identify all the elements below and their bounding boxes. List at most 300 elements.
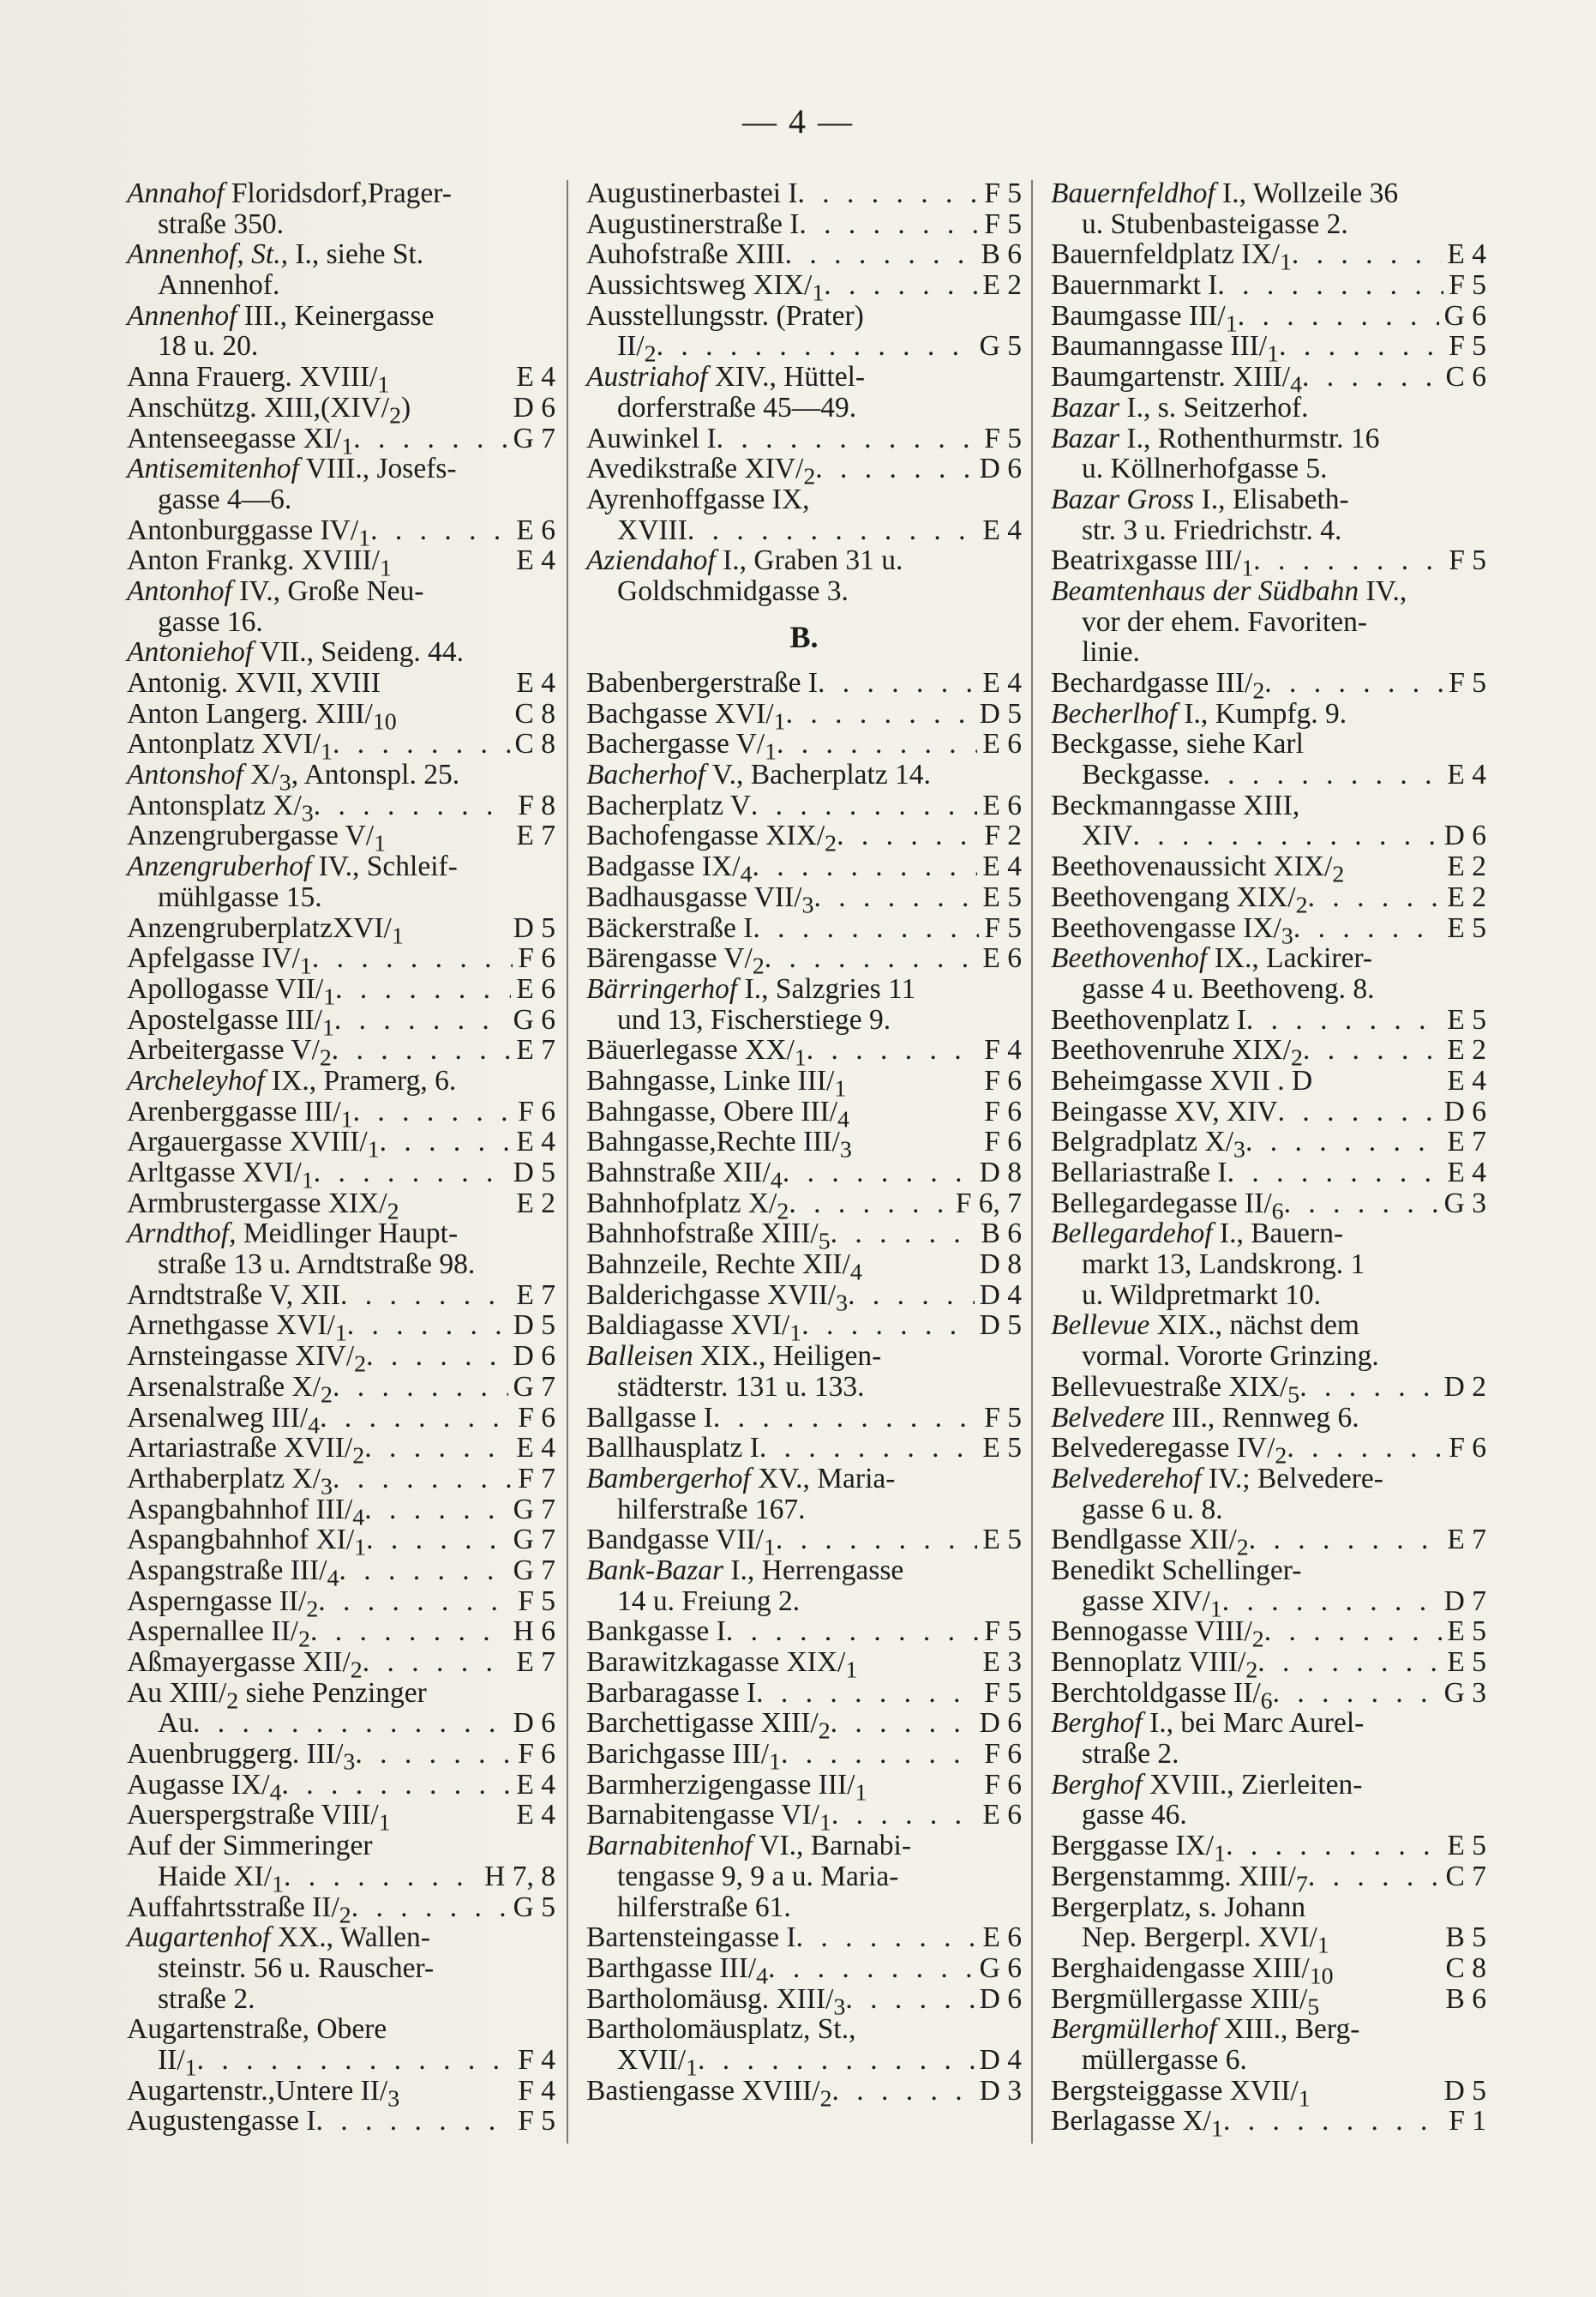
entry-text: Bartholomäusplatz, St., [586,2013,856,2046]
entry-text: tengasse 9, 9 a u. Maria- [617,1860,899,1892]
entry-text: Anton Frankg. XVIII/$_1$ [127,544,392,582]
dot-leader [380,1127,512,1158]
entry-text: Bellegardehof I., Bauern- [1051,1218,1344,1250]
entry-text: Arthaberplatz $X/_3$ [127,1462,333,1500]
dot-leader [339,1555,507,1586]
index-entry [586,1616,1022,1647]
index-entry [127,1676,555,1715]
grid-reference: E 5 [982,1524,1022,1556]
index-entry [586,269,1022,307]
index-entry [1051,881,1486,919]
grid-reference: F 5 [518,2105,555,2138]
index-entry [127,1831,555,1861]
entry-text: Augasse $IX/_4$ [127,1768,282,1807]
grid-reference: F 5 [518,1584,555,1617]
index-entry [1051,1403,1486,1434]
entry-text: Bergmüllerhof XIII., Berg- [1051,2013,1360,2046]
grid-reference: B 6 [1445,1982,1486,2015]
entry-text: Bechardgasse III/$_2$ [1051,667,1265,705]
index-entry [1051,1555,1486,1586]
entry-text: Annenhof. [158,269,280,302]
grid-reference: F 5 [984,177,1022,209]
entry-text: Annahof Floridsdorf,Prager- [127,177,452,209]
grid-reference: D 5 [513,911,555,944]
dot-leader [370,515,511,546]
index-entry [1051,576,1486,607]
dot-leader [785,239,976,270]
entry-text: straße 350. [158,207,284,240]
index-entry [1051,607,1486,638]
grid-reference: F 5 [984,1615,1022,1648]
index-entry [127,2106,555,2137]
entry-text: Aspangbahnhof III/$_4$ [127,1493,365,1531]
entry-text: steinstr. 56 u. Rauscher- [158,1951,435,1984]
dot-leader [796,1922,978,1953]
entry-text: Beckmanngasse XIII, [1051,789,1300,821]
dot-leader [756,1678,979,1709]
entry-text: Bennoplatz VIII/$_2$ [1051,1646,1258,1684]
dot-leader [1293,913,1443,944]
entry-text: Bahnhofplatz $X/_2$ [586,1187,789,1225]
dot-leader [1264,668,1443,699]
grid-reference: E 5 [1447,1830,1486,1862]
entry-text: u. Wildpretmarkt 10. [1082,1278,1322,1311]
entry-text: Arsenalstraße $X/_2$ [127,1370,333,1409]
grid-reference: G 7 [513,1554,555,1586]
index-entry [127,544,555,582]
entry-text: Beheimgasse XVII . D [1051,1064,1313,1097]
entry-text: Bellevue XIX., nächst dem [1051,1309,1359,1342]
index-entry [1051,1800,1486,1831]
grid-reference: G 6 [513,1003,555,1036]
grid-reference: E 4 [516,544,555,577]
section-heading: B. [789,619,819,654]
entry-text: Antonhof IV., Große Neu- [127,574,424,607]
entry-text: mühlgasse 15. [158,881,322,913]
entry-text: Baldiagasse XVI/$_1$ [586,1309,802,1348]
entry-text: dorferstraße 45—49. [617,391,857,424]
index-entry [127,728,555,767]
index-entry [586,1951,1022,1990]
dot-leader [366,1341,508,1372]
entry-text: Beingasse XV, XIV [1051,1095,1278,1127]
entry-text: Bankgasse I [586,1615,726,1648]
grid-reference: E 4 [1447,1157,1486,1188]
index-entry [127,1493,555,1531]
dot-leader [366,1524,508,1555]
dot-leader [1264,1616,1443,1647]
entry-text: Bauernfeldplatz $IX/_1$ [1051,238,1292,277]
index-entry [586,1892,1022,1923]
index-entry [1051,544,1486,582]
index-entry [127,331,555,362]
dot-leader [801,1310,974,1341]
grid-reference: E 4 [516,1768,555,1801]
index-entry [127,178,555,209]
entry-text: Bank-Bazar I., Herrengasse [586,1554,904,1586]
grid-reference: C 8 [1445,1951,1486,1984]
entry-text: gasse 4—6. [158,483,292,515]
entry-text: Aspernallee $II/_2$ [127,1615,310,1653]
index-entry [127,1922,555,1953]
column-divider [1031,180,1033,2144]
index-entry [1051,2045,1486,2076]
grid-reference: D 6 [1443,1095,1486,1127]
entry-text: gasse 4 u. Beethoveng. 8. [1082,972,1375,1005]
entry-text: Aspangbahnhof $XI/_1$ [127,1524,367,1561]
grid-reference: D 6 [979,1707,1022,1740]
entry-text: Arenberggasse III/$_1$ [127,1095,353,1133]
index-entry [1051,393,1486,424]
entry-text: Anschützg. $XIII,(XIV/_2)$ [127,391,411,430]
index-entry [1051,1770,1486,1801]
grid-reference: E 7 [516,820,555,852]
grid-reference: E 6 [982,1921,1022,1954]
index-entry [127,270,555,301]
index-entry [127,454,555,484]
dot-leader [332,1035,512,1066]
grid-reference: F 6 [518,1095,555,1127]
index-entry [127,1309,555,1348]
index-entry [127,361,555,399]
entry-text: Auerspergstraße VIII/$_1$ [127,1799,391,1837]
dot-leader [193,1708,508,1739]
entry-text: Antonshof $X/_3$, Antonspl. 25. [127,759,460,797]
index-entry [127,1646,555,1684]
entry-text: Austriahof XIV., Hüttel- [586,361,866,394]
entry-text: Apostelgasse III/$_1$ [127,1003,334,1042]
entry-text: 14 u. Freiung 2. [617,1584,801,1617]
index-entry [1051,178,1486,209]
index-entry [127,1003,555,1042]
grid-reference: G 6 [1443,299,1486,332]
index-entry [1051,1005,1486,1036]
entry-text: Aßmayergasse XII/$_2$ [127,1646,363,1684]
grid-reference: F 7 [518,1462,555,1494]
dot-leader [783,1158,975,1188]
grid-reference: D 5 [1443,2074,1486,2107]
entry-text: Bäuerlegasse $XX/_1$ [586,1034,807,1072]
entry-text: XVII/$_1$ [617,2043,698,2082]
index-entry [586,453,1022,490]
entry-text: Ballgasse I [586,1401,713,1434]
dot-leader [1249,1524,1443,1555]
entry-text: Arndtstraße V, XII [127,1278,341,1311]
dot-leader [831,1708,975,1739]
index-entry [586,1372,1022,1403]
entry-text: Augustinerstraße I [586,207,800,240]
index-entry [127,484,555,515]
entry-text: Beatrixgasse III/$_1$ [1051,544,1254,582]
index-entry [127,851,555,882]
index-entry [586,301,1022,332]
index-entry [127,637,555,668]
dot-leader [355,1739,513,1770]
entry-text: Bachergasse $V/_1$ [586,728,777,767]
index-entry [127,1953,555,1984]
index-entry [1051,911,1486,950]
index-entry [127,301,555,332]
index-entry [1051,821,1486,851]
dot-leader [815,454,974,484]
entry-text: Berghaidengasse XIII/$_{10}$ [1051,1951,1334,1990]
dot-leader [726,1616,979,1647]
index-entry [586,820,1022,858]
dot-leader [798,178,980,209]
grid-reference: C 7 [1445,1860,1486,1892]
index-entry [127,2043,555,2082]
entry-text: Barnabitengasse $VI/_1$ [586,1799,831,1837]
dot-leader [781,1739,979,1770]
entry-text: straße 13 u. Arndtstraße 98. [158,1248,476,1281]
entry-text: Avedikstraße XIV/$_2$ [586,453,816,490]
index-entry [1051,791,1486,821]
entry-text: Bahngasse, Obere III/$_4$ [586,1095,849,1133]
column-3 [1051,177,1486,2143]
grid-reference: E 5 [1447,911,1486,944]
index-entry [586,1464,1022,1494]
grid-reference: F 4 [984,1034,1022,1067]
entry-text: Aspangstraße III/$_4$ [127,1554,339,1592]
grid-reference: F 5 [984,1676,1022,1709]
index-entry [586,1034,1022,1072]
dot-leader [1238,301,1439,332]
dot-leader [777,729,977,760]
dot-leader [776,1524,978,1555]
entry-text: Ballhausplatz I [586,1432,759,1464]
index-entry [127,1708,555,1739]
grid-reference: E 5 [1447,1003,1486,1036]
entry-text: Beckgasse [1082,759,1203,791]
entry-text: Barchettigasse XIII/$_2$ [586,1707,831,1746]
entry-text: Bandgasse VII/$_1$ [586,1524,776,1561]
index-entry [586,1982,1022,2021]
dot-leader [310,1616,508,1647]
index-entry [127,1126,555,1164]
index-entry [586,942,1022,980]
index-entry [1051,729,1486,760]
entry-text: hilferstraße 61. [617,1891,791,1923]
index-entry [586,1126,1022,1164]
grid-reference: F 5 [1449,330,1486,363]
entry-text: Bauernfeldhof I., Wollzeile 36 [1051,177,1399,209]
index-entry [127,1095,555,1133]
entry-text: Bambergerhof XV., Maria- [586,1462,896,1494]
grid-reference: E 3 [982,1646,1022,1679]
entry-text: Barnabitenhof VI., Barnabi- [586,1830,911,1862]
index-entry [127,1066,555,1097]
dot-leader [312,943,513,974]
grid-reference: F 6 [1449,1432,1486,1464]
index-entry [1051,1739,1486,1770]
index-entry [1051,851,1486,888]
index-entry [1051,2014,1486,2045]
entry-text: XVIII [617,514,687,546]
index-entry [586,1064,1022,1103]
dot-leader [1133,821,1439,851]
grid-reference: E 4 [982,667,1022,700]
entry-text: Bergerplatz, s. Johann [1051,1891,1306,1923]
grid-reference: G 3 [1443,1187,1486,1219]
grid-reference: C 8 [514,728,555,761]
entry-text: $II/_1$ [158,2043,197,2082]
dot-leader [1287,1433,1443,1464]
grid-reference: G 7 [513,1493,555,1525]
entry-text: Bahnhofstraße XIII/$_5$ [586,1218,831,1256]
grid-reference: F 6 [984,1738,1022,1771]
index-entry [586,1861,1022,1892]
entry-text: linie. [1082,636,1140,669]
index-entry [1051,2074,1486,2113]
grid-reference: D 8 [979,1157,1022,1189]
index-entry [127,820,555,858]
entry-text: AnzengruberplatzXVI/$_1$ [127,911,404,950]
index-entry [1051,1830,1486,1867]
index-entry [127,1860,555,1898]
index-entry [1051,1615,1486,1653]
grid-reference: E 4 [1447,1064,1486,1097]
entry-text: Barbaragasse I [586,1676,757,1709]
entry-text: Annenhof III., Keinergasse [127,299,435,332]
entry-text: Asperngasse $II/_2$ [127,1584,319,1623]
grid-reference: E 4 [982,851,1022,883]
entry-text: Bärringerhof I., Salzgries 11 [586,972,916,1005]
grid-reference: E 6 [982,1799,1022,1831]
entry-text: Barawitzkagasse XIX/$_1$ [586,1646,858,1684]
entry-text: gasse XIV/$_1$ [1082,1584,1222,1623]
entry-text: Beamtenhaus der Südbahn IV., [1051,574,1407,607]
index-entry [1051,1370,1486,1409]
index-entry [1051,424,1486,454]
entry-text: Bachgasse XVI/$_1$ [586,697,786,736]
grid-reference: E 4 [516,667,555,699]
grid-reference: E 5 [982,881,1022,913]
index-entry [1051,330,1486,369]
dot-leader [657,331,975,362]
dot-leader [831,1218,976,1249]
entry-text: Arnethgasse XVI/$_1$ [127,1309,347,1348]
entry-text: Arnsteingasse XIV/$_2$ [127,1340,367,1378]
index-entry [127,422,555,460]
entry-text: Belvederehof IV.; Belvedere- [1051,1462,1383,1494]
grid-reference: B 6 [981,238,1022,271]
grid-reference: H 6 [513,1615,555,1648]
grid-reference: E 7 [516,1034,555,1067]
grid-reference: E 4 [516,1799,555,1831]
dot-leader [698,2045,975,2076]
index-entry [586,2014,1022,2045]
entry-text: Beethovengasse $IX/_3$ [1051,911,1293,950]
entry-text: Baumgasse III/$_1$ [1051,299,1238,338]
index-entry [586,1218,1022,1256]
index-entry [586,1187,1022,1225]
entry-text: Bastiengasse XVIII/$_2$ [586,2074,832,2113]
grid-reference: E 4 [1447,759,1486,791]
index-entry [1051,1892,1486,1923]
entry-text: Augustinerbastei I [586,177,798,209]
dot-leader [848,1280,975,1311]
entry-text: Nep. Bergerpl. XVI/$_1$ [1082,1921,1329,1959]
index-entry [586,1524,1022,1561]
grid-reference: E 5 [982,1432,1022,1464]
grid-reference: D 5 [513,1309,555,1342]
grid-reference: F 5 [1449,544,1486,577]
entry-text: straße 2. [1082,1738,1179,1771]
grid-reference: F 6 [984,1768,1022,1801]
index-entry [1051,1341,1486,1372]
index-entry [1051,1126,1486,1164]
dot-leader [837,821,979,851]
index-entry [1051,484,1486,515]
grid-reference: B 5 [1445,1921,1486,1954]
index-entry [127,1218,555,1249]
dot-leader [335,974,511,1005]
dot-leader [1246,1005,1443,1036]
entry-text: Antisemitenhof VIII., Josefs- [127,453,457,485]
index-entry [1051,1097,1486,1127]
dot-leader [284,1861,479,1892]
index-entry [127,1984,555,2015]
index-entry [586,1555,1022,1586]
entry-text: Auenbruggerg. III/$_3$ [127,1738,356,1776]
index-entry [127,972,555,1011]
index-entry [586,728,1022,767]
dot-leader [1308,1861,1441,1892]
index-entry [1051,699,1486,730]
index-entry [1051,1860,1486,1898]
dot-leader [1284,1188,1439,1219]
dot-leader [318,1586,513,1617]
entry-text: Apollogasse VII/$_1$ [127,972,336,1011]
entry-text: Bergsteiggasse XVII/$_1$ [1051,2074,1311,2113]
entry-text: Bärengasse $V/_2$ [586,942,765,980]
dot-leader [1278,1097,1439,1127]
index-entry [127,1768,555,1807]
index-entry [1051,1280,1486,1311]
entry-text: Auwinkel I [586,422,717,454]
index-entry [127,789,555,827]
index-entry [127,1891,555,1929]
grid-reference: F 8 [518,789,555,821]
grid-reference: F 5 [984,207,1022,240]
entry-text: Berghof XVIII., Zierleiten- [1051,1768,1363,1801]
grid-reference: E 4 [516,1126,555,1158]
grid-reference: F 5 [984,911,1022,944]
dot-leader [333,1372,508,1403]
index-entry [127,759,555,797]
index-entry [1051,1066,1486,1097]
index-entry [127,1462,555,1500]
grid-reference: D 5 [979,697,1022,730]
grid-reference: E 5 [1447,1646,1486,1678]
entry-text: Bazar I., Rothenthurmstr. 16 [1051,422,1380,454]
entry-text: Beethovenplatz I [1051,1003,1246,1036]
entry-text: städterstr. 131 u. 133. [617,1370,865,1403]
entry-text: Augartenstr.,Untere $II/_3$ [127,2074,400,2113]
dot-leader [813,882,977,913]
dot-leader [333,1464,513,1494]
grid-reference: G 7 [513,422,555,454]
dot-leader [1203,760,1442,791]
index-entry [586,791,1022,821]
index-entry [1051,1249,1486,1280]
entry-text: Benedikt Schellinger- [1051,1554,1302,1586]
entry-text: hilferstraße 167. [617,1493,806,1525]
grid-reference: D 5 [513,1157,555,1188]
index-entry [586,178,1022,209]
index-entry [586,1494,1022,1525]
dot-leader [340,1280,511,1311]
